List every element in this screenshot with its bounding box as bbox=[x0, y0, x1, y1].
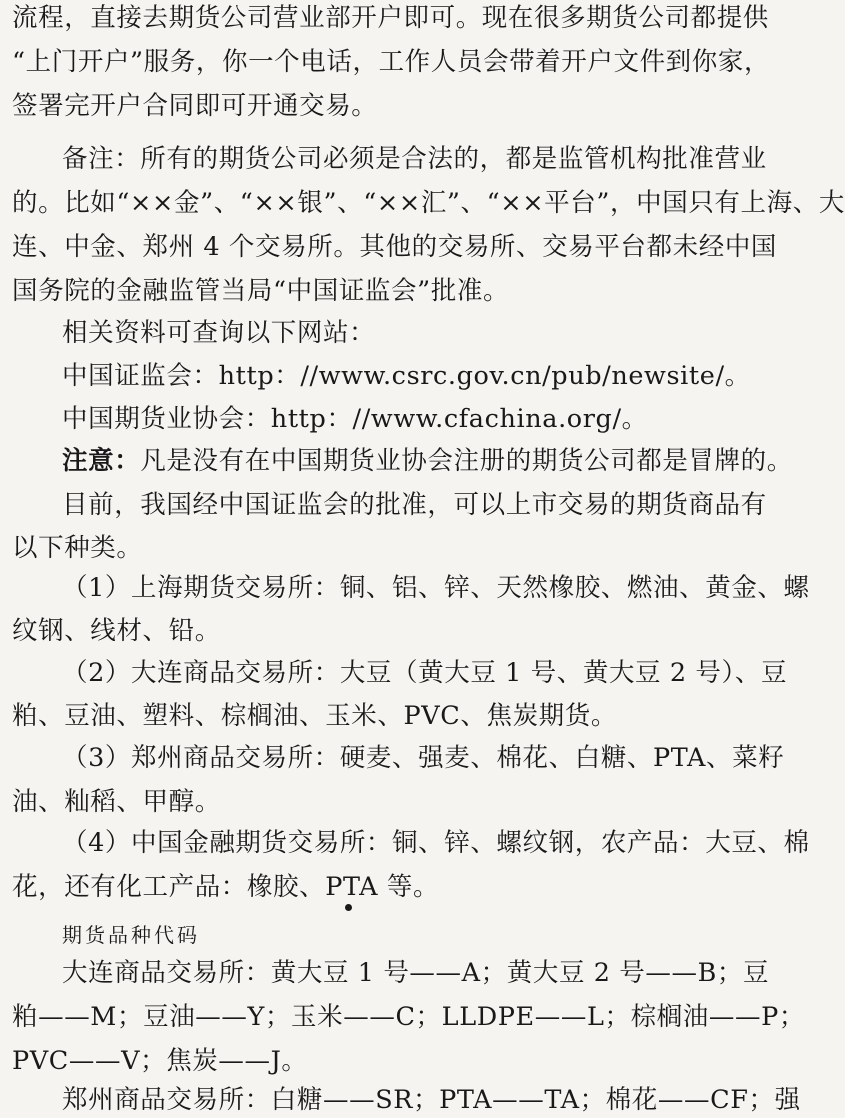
note-text: 凡是没有在中国期货业协会注册的期货公司都是冒牌的。 bbox=[140, 446, 793, 476]
paragraph-line: 的。比如“××金”、“××银”、“××汇”、“××平台”，中国只有上海、大 bbox=[12, 188, 845, 218]
list-item-line: 纹钢、线材、铅。 bbox=[12, 616, 221, 646]
paragraph-line: 目前，我国经中国证监会的批准，可以上市交易的期货商品有 bbox=[62, 490, 767, 520]
website-line: 中国期货业协会：http：//www.cfachina.org/。 bbox=[62, 404, 648, 434]
list-item-line: （2）大连商品交易所：大豆（黄大豆 1 号、黄大豆 2 号）、豆 bbox=[62, 658, 788, 688]
code-line: PVC——V；焦炭——J。 bbox=[12, 1046, 308, 1076]
note-line bbox=[62, 443, 820, 479]
code-line: 大连商品交易所：黄大豆 1 号——A；黄大豆 2 号——B；豆 bbox=[62, 958, 770, 988]
website-line: 中国证监会：http：//www.csrc.gov.cn/pub/newsite/。 bbox=[62, 361, 751, 391]
section-heading: 期货品种代码 bbox=[62, 923, 200, 947]
paragraph-line: 以下种类。 bbox=[12, 533, 143, 563]
paragraph-line: 国务院的金融监管当局“中国证监会”批准。 bbox=[12, 276, 510, 306]
list-item-line: 花，还有化工产品：橡胶、PTA 等。 bbox=[12, 872, 440, 902]
paragraph-line: “上门开户”服务，你一个电话，工作人员会带着开户文件到你家， bbox=[12, 47, 771, 77]
list-item-line: （1）上海期货交易所：铜、铝、锌、天然橡胶、燃油、黄金、螺 bbox=[62, 573, 810, 603]
list-item-line: （3）郑州商品交易所：硬麦、强麦、棉花、白糖、PTA、菜籽 bbox=[62, 743, 785, 773]
paragraph-line: 连、中金、郑州 4 个交易所。其他的交易所、交易平台都未经中国 bbox=[12, 232, 778, 262]
code-line: 粕——M；豆油——Y；玉米——C；LLDPE——L；棕榈油——P； bbox=[12, 1002, 805, 1032]
paragraph-line: 备注：所有的期货公司必须是合法的，都是监管机构批准营业 bbox=[62, 144, 767, 174]
list-item-line: 粕、豆油、塑料、棕榈油、玉米、PVC、焦炭期货。 bbox=[12, 701, 617, 731]
paragraph-line: 签署完开户合同即可开通交易。 bbox=[12, 91, 378, 121]
note-label: 注意： bbox=[62, 446, 141, 476]
ink-dot bbox=[345, 904, 352, 911]
list-item-line: （4）中国金融期货交易所：铜、锌、螺纹钢，农产品：大豆、棉 bbox=[62, 828, 810, 858]
code-line: 郑州商品交易所：白糖——SR；PTA——TA；棉花——CF；强 bbox=[62, 1085, 801, 1115]
paragraph-line: 流程，直接去期货公司营业部开户即可。现在很多期货公司都提供 bbox=[12, 3, 769, 33]
paragraph-line: 相关资料可查询以下网站： bbox=[62, 318, 376, 348]
list-item-line: 油、籼稻、甲醇。 bbox=[12, 787, 221, 817]
